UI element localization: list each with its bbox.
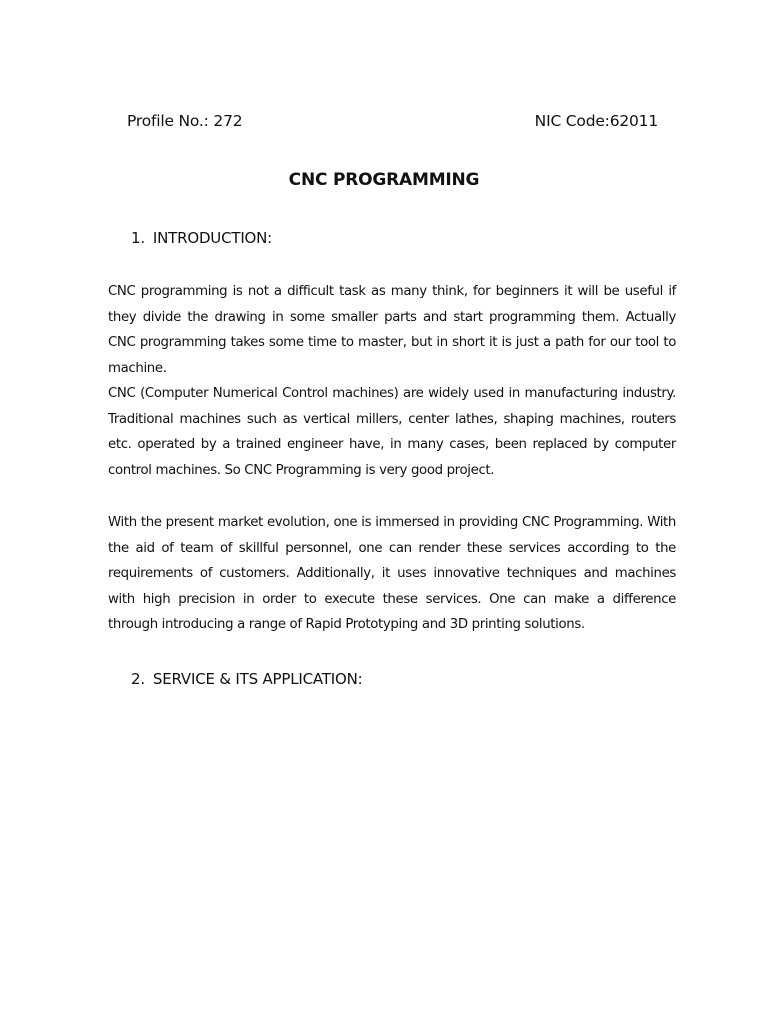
intro-paragraph-1: CNC programming is not a difficult task as many think, for beginners it will be useful if they divide the drawing in some smaller parts and start programming them. Actually CNC programming takes some time to master, but in short it is just a path for our tool to machine. xyxy=(108,284,676,376)
section-number: 1. xyxy=(131,229,145,247)
section-number: 2. xyxy=(131,670,145,688)
section-title: SERVICE & ITS APPLICATION: xyxy=(152,670,363,688)
intro-paragraph-3: With the present market evolution, one is immersed in providing CNC Programming. With the aid of team of skillful personnel, one can render these services according to the requirements of customers. Additionally, it uses innovative techniques and machines with high precision in order to execute these services. One can make a difference through introducing a range of Rapid Prototyping and 3D printing solutions. xyxy=(108,515,676,633)
section-title: INTRODUCTION: xyxy=(152,229,273,247)
section-heading-introduction xyxy=(131,229,272,247)
intro-paragraph-2: CNC (Computer Numerical Control machines) are widely used in manufacturing industry. Traditional machines such as vertical millers, center lathes, shaping machines, routers etc. operated by a trained engineer have, in many cases, been replaced by computer control machines. So CNC Programming is very good project. xyxy=(108,386,676,478)
nic-code: NIC Code:62011 xyxy=(534,112,658,130)
page-title: CNC PROGRAMMING xyxy=(288,170,480,190)
section-heading-service xyxy=(131,670,362,688)
profile-number: Profile No.: 272 xyxy=(127,112,243,130)
